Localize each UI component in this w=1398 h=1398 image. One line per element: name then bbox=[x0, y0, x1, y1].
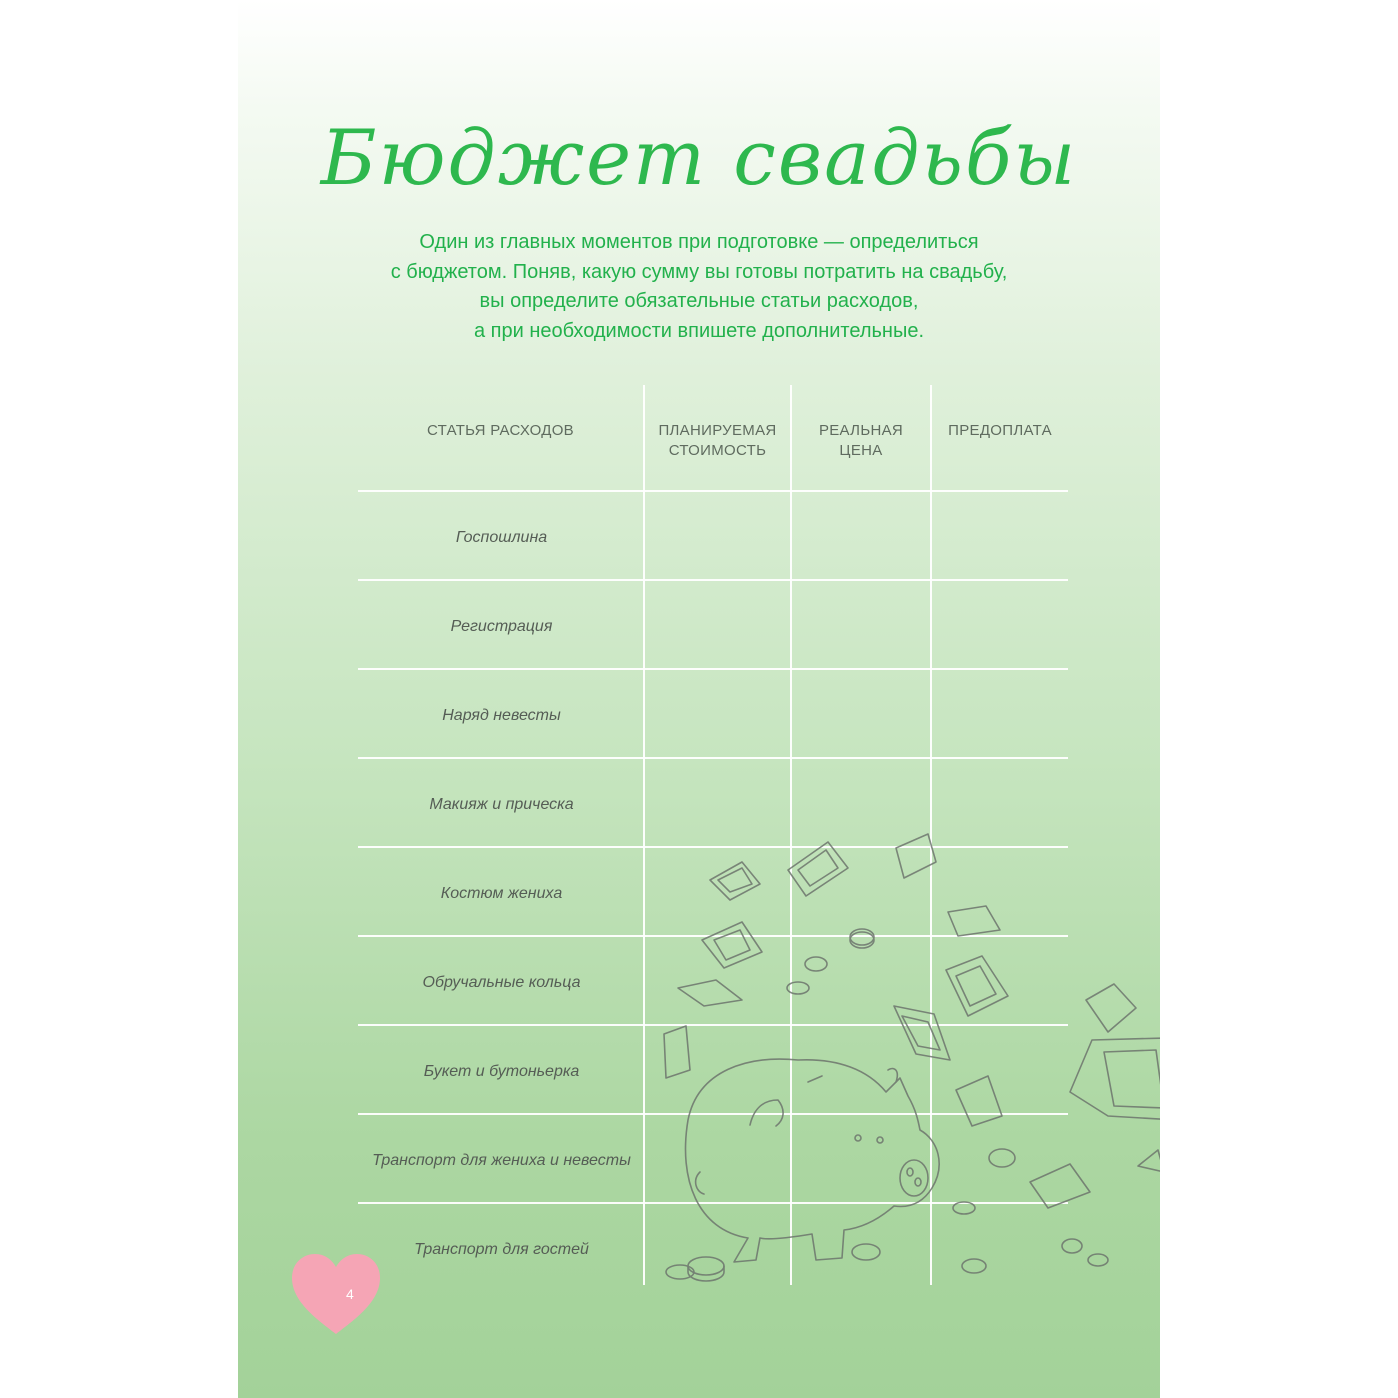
header-planned-cost: ПЛАНИРУЕМАЯ СТОИМОСТЬ bbox=[658, 422, 777, 459]
piggy-bank-icon bbox=[686, 1059, 940, 1262]
row-label-bouquet: Букет и бутоньерка bbox=[423, 1063, 580, 1080]
coin-icon bbox=[852, 1244, 880, 1260]
coin-icon bbox=[989, 1149, 1015, 1167]
banknote-icon bbox=[678, 980, 742, 1006]
row-label-wedding-rings: Обручальные кольца bbox=[422, 974, 581, 991]
banknote-icon bbox=[894, 1006, 950, 1060]
coin-icon bbox=[1062, 1239, 1082, 1253]
banknote-icon bbox=[1070, 1038, 1160, 1120]
row-label-bride-outfit: Наряд невесты bbox=[442, 707, 561, 724]
intro-line: с бюджетом. Поняв, какую сумму вы готовы потратить на свадьбу, bbox=[390, 260, 1008, 283]
coin-icon bbox=[1088, 1254, 1108, 1266]
header-expense-item: СТАТЬЯ РАСХОДОВ bbox=[426, 422, 574, 439]
coin-icon bbox=[962, 1259, 986, 1273]
intro-line: Один из главных моментов при подготовке — определиться bbox=[419, 231, 979, 253]
page-number-badge bbox=[290, 1252, 382, 1336]
banknote-icon bbox=[1030, 1164, 1090, 1208]
heart-icon bbox=[290, 1252, 382, 1336]
banknote-icon bbox=[1086, 984, 1136, 1032]
row-label-registration: Регистрация bbox=[450, 618, 553, 635]
row-label-couple-transport: Транспорт для жениха и невесты bbox=[372, 1152, 631, 1169]
banknote-icon bbox=[788, 842, 848, 896]
page-title: Бюджет свадьбы bbox=[320, 113, 1078, 202]
intro-line: вы определите обязательные статьи расходов, bbox=[479, 290, 919, 312]
coin-icon bbox=[666, 1265, 694, 1279]
intro-text bbox=[298, 228, 1100, 346]
intro-line: а при необходимости впишете дополнительные. bbox=[473, 319, 925, 342]
page bbox=[238, 0, 1160, 1398]
row-divider bbox=[358, 757, 1068, 759]
banknote-icon bbox=[664, 1026, 690, 1078]
banknote-icon bbox=[946, 956, 1008, 1016]
banknote-icon bbox=[948, 906, 1000, 936]
row-divider bbox=[358, 668, 1068, 670]
header-prepayment: ПРЕДОПЛАТА bbox=[948, 422, 1052, 439]
piggy-bank-illustration bbox=[638, 820, 1160, 1398]
header-actual-price: РЕАЛЬНАЯ ЦЕНА bbox=[818, 422, 904, 459]
banknote-icon bbox=[1138, 1150, 1160, 1172]
coin-icon bbox=[805, 957, 827, 971]
banknote-icon bbox=[896, 834, 936, 878]
page-number: 4 bbox=[346, 1286, 354, 1302]
row-label-makeup-hair: Макияж и прическа bbox=[429, 796, 574, 813]
row-label-state-fee: Госпошлина bbox=[455, 529, 548, 546]
row-divider bbox=[358, 579, 1068, 581]
coin-icon bbox=[787, 982, 809, 994]
banknote-icon bbox=[956, 1076, 1002, 1126]
coin-icon bbox=[953, 1202, 975, 1214]
row-divider bbox=[358, 490, 1068, 492]
row-label-groom-suit: Костюм жениха bbox=[440, 885, 563, 902]
banknote-icon bbox=[702, 922, 762, 968]
banknote-icon bbox=[710, 862, 760, 900]
row-label-guest-transport: Транспорт для гостей bbox=[414, 1241, 589, 1258]
coin-icon bbox=[850, 929, 874, 948]
